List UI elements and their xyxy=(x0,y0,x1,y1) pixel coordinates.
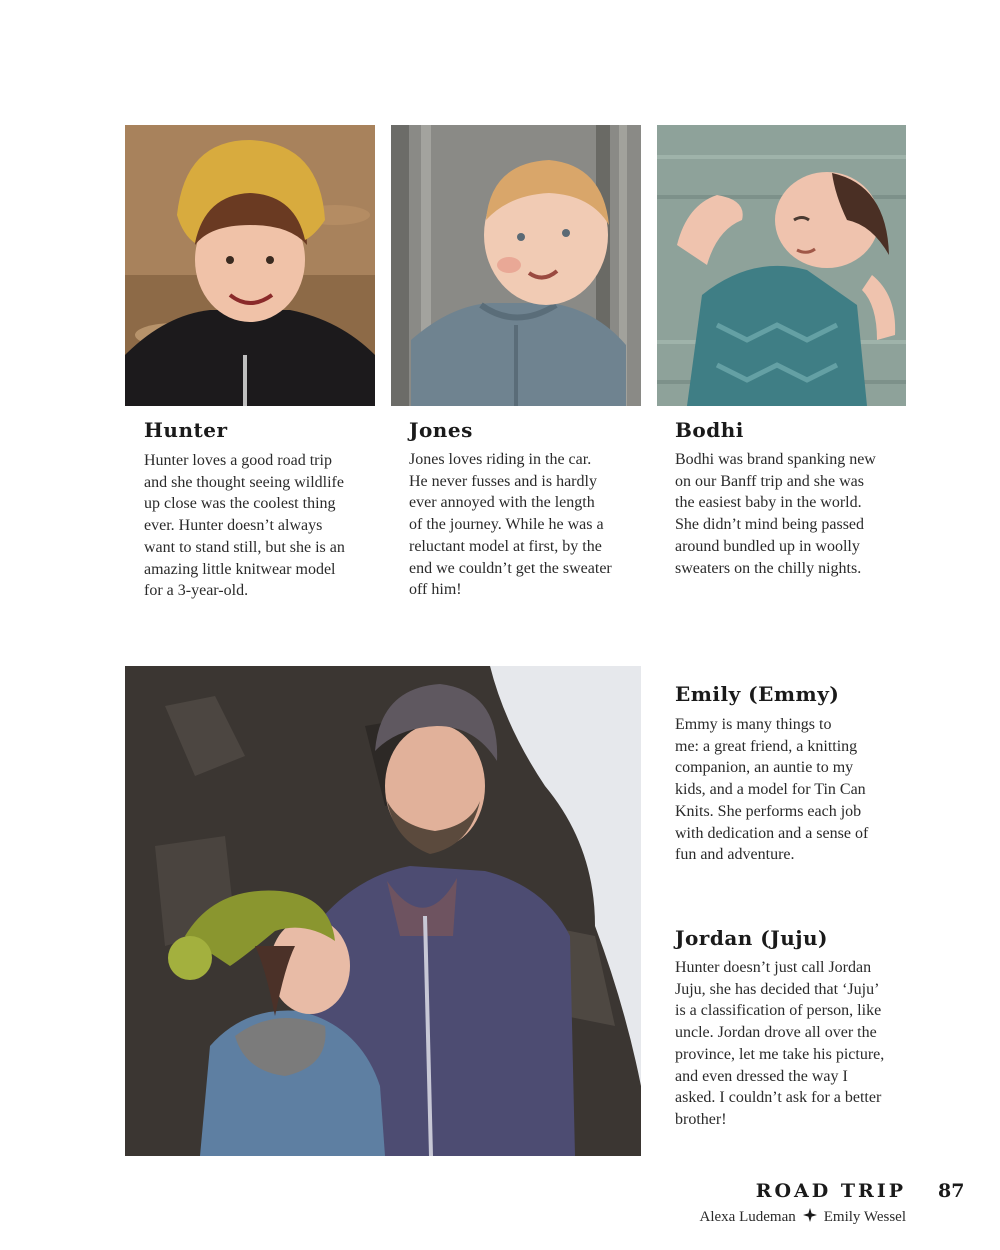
author-credits xyxy=(700,1208,906,1227)
photo-hunter xyxy=(125,125,375,406)
profile-bio-bodhi: Bodhi was brand spanking new on our Banff trip and she was the easiest baby in the world. She didn’t mind being passed around bundled up in woolly sweaters on the chilly nights. xyxy=(675,451,876,577)
profile-bio-jones: Jones loves riding in the car. He never fusses and is hardly ever annoyed with the length of the journey. While he was a reluctant model at first, by the end we couldn’t get the sweater off him! xyxy=(409,451,612,599)
profile-bio-jordan: Hunter doesn’t just call Jordan Juju, she has decided that ‘Juju’ is a classification of person, like uncle. Jordan drove all over the province, let me take his picture, and even dressed the way I asked. I couldn’t ask for a better brother! xyxy=(675,959,885,1128)
profile-name-jordan: Jordan (Juju) xyxy=(675,926,828,950)
profile-name-jones: Jones xyxy=(409,418,473,442)
profile-bio-emily: Emmy is many things to me: a great friend, a knitting companion, an auntie to my kids, and a model for Tin Can Knits. She performs each job with dedication and a sense of fun and adventure. xyxy=(675,716,869,864)
author-name: Emily Wessel xyxy=(823,1209,906,1225)
photo-emily-jordan xyxy=(125,666,641,1156)
photo-bodhi xyxy=(657,125,906,406)
photo-jones xyxy=(391,125,641,406)
profile-name-emily: Emily (Emmy) xyxy=(675,682,840,706)
profile-name-bodhi: Bodhi xyxy=(675,418,744,442)
profile-name-hunter: Hunter xyxy=(144,418,228,442)
four-point-star-icon xyxy=(803,1208,817,1227)
page-number: 87 xyxy=(938,1180,965,1202)
profile-bio-hunter: Hunter loves a good road trip and she thought seeing wildlife up close was the coolest thing ever. Hunter doesn’t always want to stand still, but she is an amazing little knitwear model for a 3-year-old. xyxy=(144,452,345,600)
section-title: ROAD TRIP xyxy=(755,1180,906,1202)
author-name: Alexa Ludeman xyxy=(699,1209,796,1225)
